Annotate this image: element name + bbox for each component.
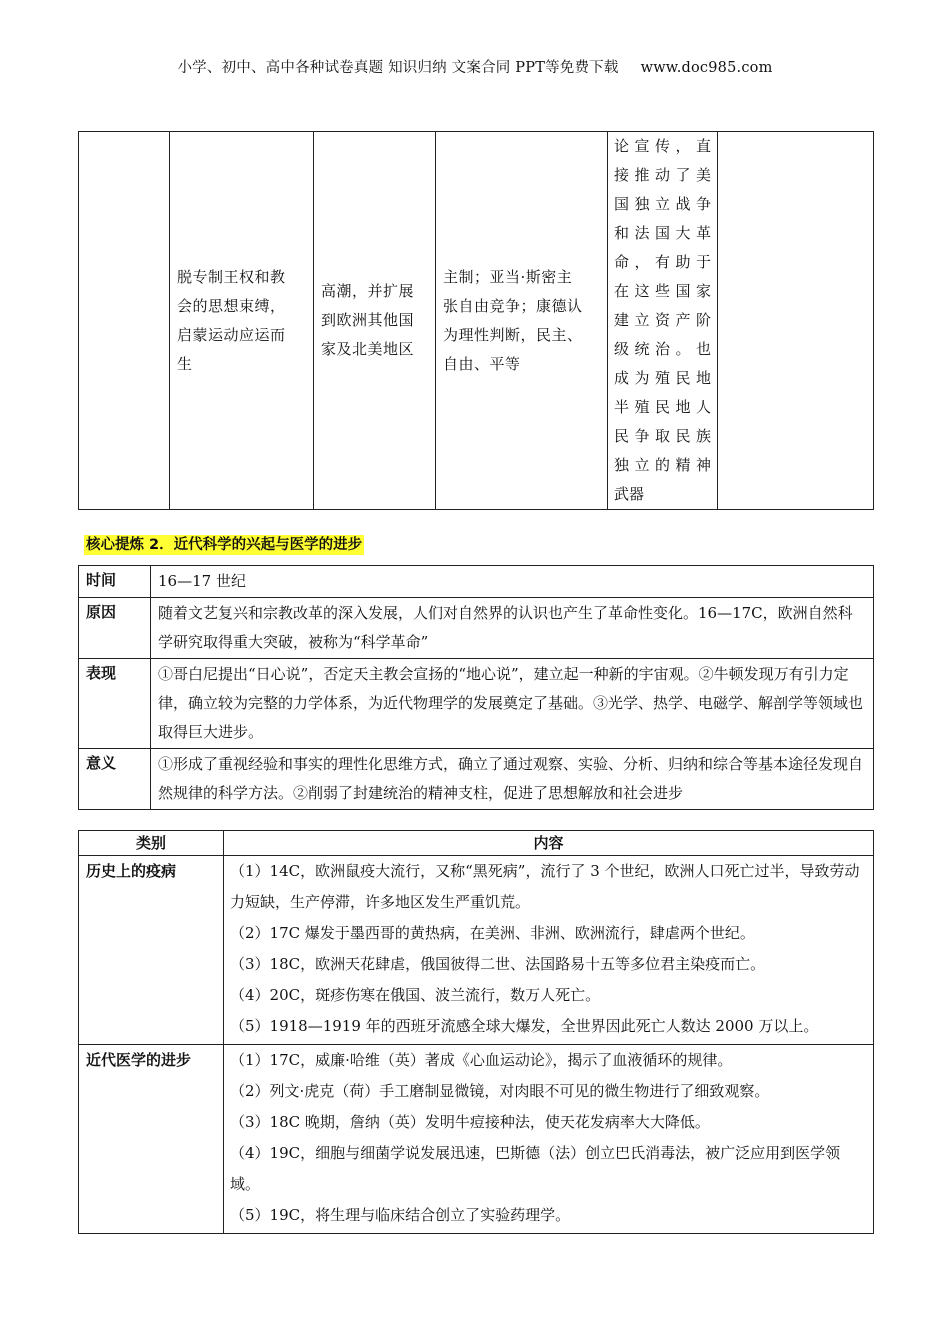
cell-line: 在这些国家: [614, 282, 711, 300]
list-item: （5）1918—1919 年的西班牙流感全球大爆发，全世界因此死亡人数达 2000 万以上。: [230, 1017, 819, 1035]
science-table: [78, 565, 874, 810]
cell-line: 主制；亚当·斯密主: [443, 267, 573, 286]
cell-line: 生: [177, 354, 193, 373]
section-title: 核心提炼 2．近代科学的兴起与医学的进步: [86, 537, 363, 553]
cell-line: 成为殖民地: [614, 369, 711, 387]
cell-line: 脱专制王权和教: [177, 267, 286, 286]
cell-line: 会的思想束缚，: [177, 296, 286, 315]
cell-line: 和法国大革: [614, 224, 711, 242]
table-row: [79, 132, 874, 510]
list-item: （1）14C，欧洲鼠疫大流行，又称“黑死病”，流行了 3 个世纪，欧洲人口死亡过半，导致劳动力短缺，生产停滞，许多地区发生严重饥荒。: [230, 862, 860, 911]
row-label: 近代医学的进步: [79, 1045, 224, 1234]
cell-line: 启蒙运动应运而: [177, 325, 286, 344]
cell-line: 命，有助于: [614, 253, 711, 271]
row-label: 时间: [79, 566, 151, 598]
row-label: 原因: [79, 598, 151, 659]
header-content: 内容: [224, 831, 874, 856]
row-content: ①形成了重视经验和事实的理性化思维方式，确立了通过观察、实验、分析、归纳和综合等基本途径发现自然规律的科学方法。②削弱了封建统治的精神支柱，促进了思想解放和社会进步: [151, 749, 874, 810]
table-cell-influence: [608, 132, 718, 510]
cell-line: 论宣传，直: [614, 137, 711, 155]
row-content: 16—17 世纪: [151, 566, 874, 598]
cell-line: 级统治。也: [614, 340, 711, 358]
cell-line: 半殖民地人: [614, 398, 711, 416]
table-cell-empty: [79, 132, 170, 510]
row-content: [224, 856, 874, 1045]
list-item: （2）17C 爆发于墨西哥的黄热病，在美洲、非洲、欧洲流行，肆虐两个世纪。: [230, 924, 755, 942]
cell-line: 家及北美地区: [321, 340, 415, 358]
list-item: （4）20C，斑疹伤寒在俄国、波兰流行，数万人死亡。: [230, 986, 601, 1004]
cell-line: 高潮，并扩展: [321, 282, 415, 300]
cell-line: 国独立战争: [614, 195, 711, 213]
row-label: 历史上的疫病: [79, 856, 224, 1045]
cell-line: 民争取民族: [614, 427, 711, 445]
row-content: [224, 1045, 874, 1234]
header-text: 小学、初中、高中各种试卷真题 知识归纳 文案合同 PPT等免费下载: [177, 60, 619, 76]
table-row: [79, 749, 874, 810]
list-item: （3）18C 晚期，詹纳（英）发明牛痘接种法，使天花发病率大大降低。: [230, 1113, 710, 1131]
medicine-table: [78, 830, 874, 1234]
cell-line: 张自由竞争；康德认: [443, 296, 583, 315]
cell-line: 接推动了美: [614, 166, 711, 184]
cell-line: 武器: [614, 485, 645, 503]
list-item: （1）17C，威廉·哈维（英）著成《心血运动论》，揭示了血液循环的规律。: [230, 1051, 733, 1069]
table-cell-empty: [718, 132, 874, 510]
row-label: 表现: [79, 659, 151, 749]
table-row: [79, 1045, 874, 1234]
table-row: [79, 856, 874, 1045]
table-row: [79, 566, 874, 598]
row-content: 随着文艺复兴和宗教改革的深入发展，人们对自然界的认识也产生了革命性变化。16—17C，欧洲自然科学研究取得重大突破，被称为“科学革命”: [151, 598, 874, 659]
table-row: [79, 598, 874, 659]
list-item: （4）19C，细胞与细菌学说发展迅速，巴斯德（法）创立巴氏消毒法，被广泛应用到医学领域。: [230, 1144, 841, 1193]
row-label: 意义: [79, 749, 151, 810]
header-url[interactable]: www.doc985.com: [640, 60, 773, 76]
table-cell-background: [170, 132, 314, 510]
table-header-row: [79, 831, 874, 856]
table-cell-spread: [314, 132, 436, 510]
row-content: ①哥白尼提出“日心说”，否定天主教会宣扬的“地心说”，建立起一种新的宇宙观。②牛顿发现万有引力定律，确立较为完整的力学体系，为近代物理学的发展奠定了基础。③光学、热学、电磁学、解剖学等领域也取得巨大进步。: [151, 659, 874, 749]
continuation-table: [78, 131, 874, 510]
header-category: 类别: [79, 831, 224, 856]
list-item: （5）19C，将生理与临床结合创立了实验药理学。: [230, 1206, 571, 1224]
list-item: （2）列文·虎克（荷）手工磨制显微镜，对肉眼不可见的微生物进行了细致观察。: [230, 1082, 770, 1100]
list-item: （3）18C，欧洲天花肆虐，俄国彼得二世、法国路易十五等多位君主染疫而亡。: [230, 955, 766, 973]
page-header: [0, 56, 950, 77]
cell-line: 建立资产阶: [614, 311, 711, 329]
cell-line: 独立的精神: [614, 456, 711, 474]
cell-line: 自由、平等: [443, 354, 521, 373]
cell-line: 为理性判断，民主、: [443, 325, 583, 344]
cell-line: 到欧洲其他国: [321, 311, 415, 329]
table-cell-ideas: [436, 132, 608, 510]
table-row: [79, 659, 874, 749]
